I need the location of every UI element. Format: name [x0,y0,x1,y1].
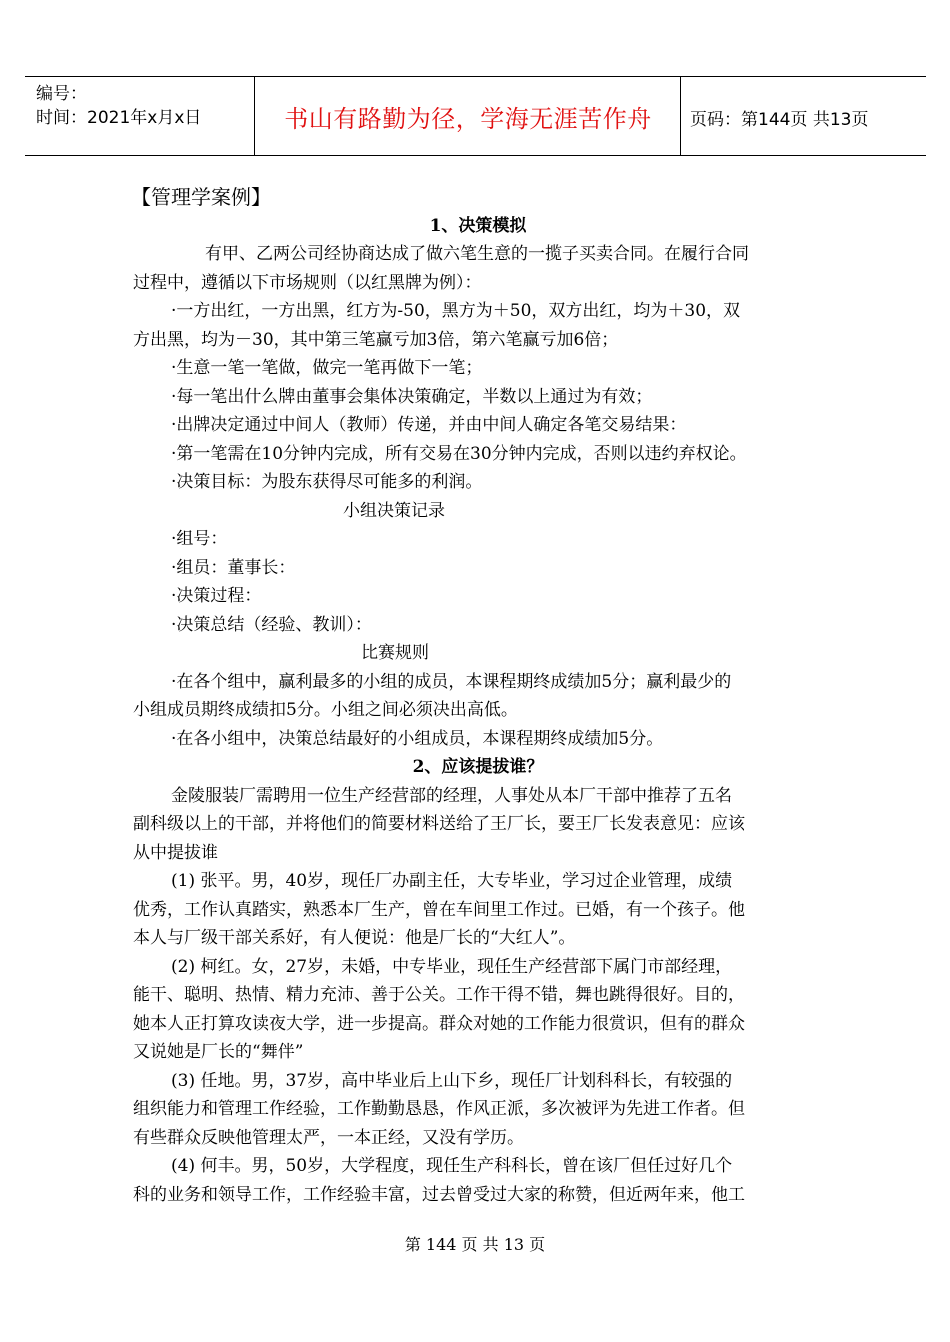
paragraph-line: 副科级以上的干部，并将他们的简要材料送给了王厂长，要王厂长发表意见：应该 [133,814,745,834]
document-time-label: 时间：2021年x月x日 [36,108,202,128]
rule-item: ·一方出红，一方出黑，红方为-50，黑方为＋50，双方出红，均为＋30，双 [171,301,741,321]
record-item: ·组号： [171,529,228,549]
candidate-line: 能干、聪明、热情、精力充沛、善于公关。工作干得不错，舞也跳得很好。目的， [133,985,745,1005]
competition-rule-item: ·在各小组中，决策总结最好的小组成员，本课程期终成绩加5分。 [171,728,664,749]
header-divider-right [680,76,681,156]
candidate-line: (1) 张平。男，40岁，现任厂办副主任，大专毕业，学习过企业管理，成绩 [171,871,733,891]
document-number-label: 编号： [36,84,87,104]
competition-rule-item: ·在各个组中，赢利最多的小组的成员，本课程期终成绩加5分；赢利最少的 [171,671,732,692]
rule-item: ·第一笔需在10分钟内完成，所有交易在30分钟内完成，否则以违约弃权论。 [171,443,747,464]
header-top-rule [25,76,926,77]
candidate-line: 本人与厂级干部关系好，有人便说：他是厂长的“大红人”。 [133,928,576,948]
doc-category-title: 【管理学案例】 [131,185,271,209]
rule-item: ·决策目标：为股东获得尽可能多的利润。 [171,472,483,492]
candidate-line: (3) 任地。男，37岁，高中毕业后上山下乡，现任厂计划科科长，有较强的 [171,1070,733,1091]
header-divider-left [254,76,255,156]
rule-item: ·出牌决定通过中间人（教师）传递，并由中间人确定各笔交易结果： [171,415,687,435]
record-item: ·决策过程： [171,586,262,606]
competition-rules-title: 比赛规则 [361,643,429,663]
candidate-line: (2) 柯红。女，27岁，未婚，中专毕业，现任生产经营部下属门市部经理， [171,956,733,977]
paragraph-line: 从中提拔谁 [133,842,218,863]
rule-item-continued: 方出黑，均为－30，其中第三笔赢亏加3倍，第六笔赢亏加6倍； [133,329,619,350]
candidate-line: 优秀，工作认真踏实，熟悉本厂生产，曾在车间里工作过。已婚，有一个孩子。他 [133,899,745,920]
candidate-line: 她本人正打算攻读夜大学，进一步提高。群众对她的工作能力很赏识，但有的群众 [133,1013,745,1034]
candidate-line: 科的业务和领导工作，工作经验丰富，过去曾受过大家的称赞，但近两年来，他工 [133,1184,745,1205]
section-title-decision-simulation: 1、决策模拟 [429,215,527,236]
header-bottom-rule [25,155,926,156]
page-footer: 第 144 页 共 13 页 [404,1235,546,1254]
paragraph-line: 有甲、乙两公司经协商达成了做六笔生意的一揽子买卖合同。在履行合同 [205,244,749,264]
candidate-line: 组织能力和管理工作经验，工作勤勤恳恳，作风正派，多次被评为先进工作者。但 [133,1099,745,1119]
record-item: ·组员：董事长： [171,557,296,578]
rule-item: ·生意一笔一笔做，做完一笔再做下一笔； [171,358,483,378]
header-page-info: 页码：第144页 共13页 [690,110,869,130]
candidate-line: (4) 何丰。男，50岁，大学程度，现任生产科科长，曾在该厂但任过好几个 [171,1156,733,1176]
group-record-title: 小组决策记录 [343,500,445,521]
paragraph-line: 金陵服装厂需聘用一位生产经营部的经理，人事处从本厂干部中推荐了五名 [171,785,732,806]
section-title-promotion: 2、应该提拔谁？ [412,757,544,777]
header-meta [36,82,201,130]
paragraph-line: 过程中，遵循以下市场规则（以红黑牌为例）： [133,272,482,293]
header-motto: 书山有路勤为径，学海无涯苦作舟 [284,105,652,133]
record-item: ·决策总结（经验、教训）： [171,614,372,635]
candidate-line: 又说她是厂长的“舞伴” [133,1042,304,1062]
candidate-line: 有些群众反映他管理太严，一本正经，又没有学历。 [133,1127,524,1148]
document-body [133,183,823,1209]
competition-rule-continued: 小组成员期终成绩扣5分。小组之间必须决出高低。 [133,700,518,720]
rule-item: ·每一笔出什么牌由董事会集体决策确定，半数以上通过为有效； [171,386,653,407]
